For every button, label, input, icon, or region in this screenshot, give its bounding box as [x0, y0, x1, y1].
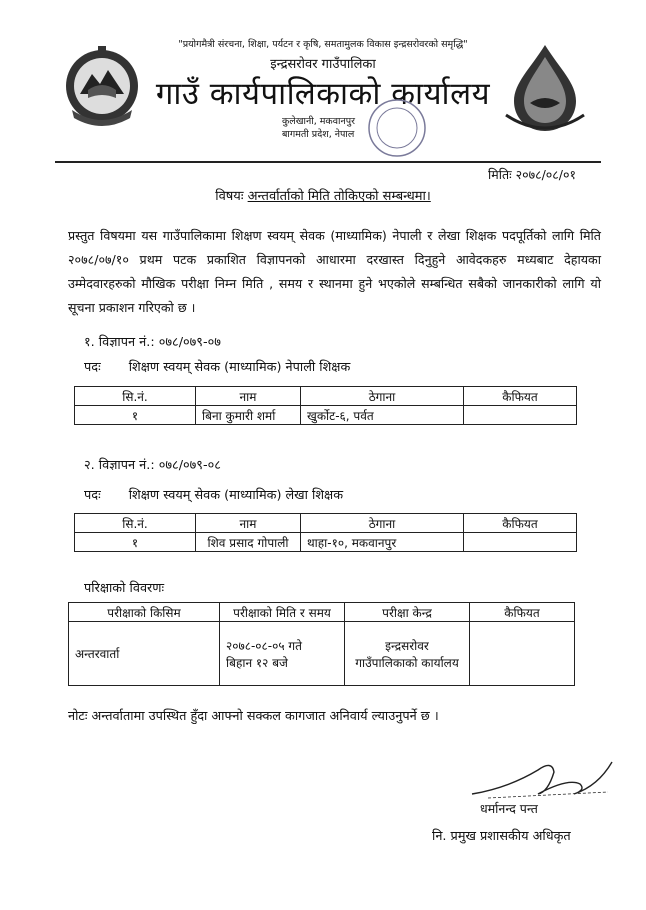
subject-prefix: विषयः	[215, 189, 244, 204]
col-address: ठेगाना	[301, 387, 464, 406]
exam-table	[68, 602, 575, 686]
ad-2-post-label: पदः	[84, 488, 101, 503]
cell-remarks	[464, 406, 577, 425]
cell-name: शिव प्रसाद गोपाली	[196, 533, 301, 552]
letter-date: मितिः २०७८/०८/०१	[488, 167, 576, 182]
cell-sn: १	[75, 533, 196, 552]
header-divider	[55, 161, 601, 163]
subject-line	[0, 186, 646, 204]
col-sn: सि.नं.	[75, 387, 196, 406]
table-row	[75, 533, 577, 552]
col-exam-datetime: परीक्षाको मिति र समय	[220, 603, 345, 622]
exam-heading: परिक्षाको विवरणः	[84, 581, 165, 596]
col-address: ठेगाना	[301, 514, 464, 533]
table-header-row	[75, 387, 577, 406]
table-row	[75, 406, 577, 425]
cell-sn: १	[75, 406, 196, 425]
cell-address: खुर्कोट-६, पर्वत	[301, 406, 464, 425]
note: नोटः अन्तर्वातामा उपस्थित हुँदा आफ्नो सक्कल कागजात अनिवार्य ल्याउनुपर्ने छ ।	[68, 709, 439, 724]
address-line-2: बागमती प्रदेश, नेपाल	[282, 129, 355, 140]
motto: "प्रयोगमैत्री संरचना, शिक्षा, पर्यटन र कृषि, समतामुलक विकास इन्द्रसरोवरको समृद्धि"	[178, 39, 468, 50]
office-address	[282, 115, 355, 141]
table-header-row	[75, 514, 577, 533]
cell-exam-datetime	[220, 622, 345, 686]
col-exam-type: परीक्षाको किसिम	[69, 603, 220, 622]
col-name: नाम	[196, 387, 301, 406]
ad-2-table	[74, 513, 577, 552]
col-exam-remarks: कैफियत	[470, 603, 575, 622]
col-remarks: कैफियत	[464, 387, 577, 406]
col-name: नाम	[196, 514, 301, 533]
ad-2-heading: २. विज्ञापन नं.: ०७८/०७९-०८	[84, 458, 221, 473]
exam-center-line-1: इन्द्रसरोवर	[385, 638, 429, 653]
cell-remarks	[464, 533, 577, 552]
cell-address: थाहा-१०, मकवानपुर	[301, 533, 464, 552]
ad-1-table	[74, 386, 577, 425]
office-name: इन्द्रसरोवर गाउँपालिका	[270, 57, 376, 72]
col-remarks: कैफियत	[464, 514, 577, 533]
table-row	[69, 622, 575, 686]
cell-exam-remarks	[470, 622, 575, 686]
office-stamp	[352, 97, 442, 159]
ad-2-post-name: शिक्षण स्वयम् सेवक (माध्यामिक) लेखा शिक्षक	[128, 488, 344, 503]
ad-1-post	[84, 357, 350, 375]
exam-center-line-2: गाउँपालिकाको कार्यालय	[355, 655, 459, 670]
signatory-designation: नि. प्रमुख प्रशासकीय अधिकृत	[432, 829, 571, 844]
ad-1-post-label: पदः	[84, 360, 101, 375]
signatory-name: धर्मानन्द पन्त	[480, 801, 538, 816]
exam-time: बिहान १२ बजे	[226, 655, 288, 670]
col-sn: सि.नं.	[75, 514, 196, 533]
cell-exam-center	[345, 622, 470, 686]
cell-exam-type: अन्तरवार्ता	[69, 622, 220, 686]
subject-text: अन्तर्वार्ताको मिति तोकिएको सम्बन्धमा।	[247, 189, 431, 204]
ad-2-post	[84, 485, 343, 503]
ad-1-post-name: शिक्षण स्वयम् सेवक (माध्यामिक) नेपाली शिक्षक	[128, 360, 351, 375]
address-line-1: कुलेखानी, मकवानपुर	[282, 116, 356, 127]
col-exam-center: परीक्षा केन्द्र	[345, 603, 470, 622]
signature-mark	[468, 748, 618, 803]
cell-name: बिना कुमारी शर्मा	[196, 406, 301, 425]
office-title: गाउँ कार्यपालिकाको कार्यालय	[155, 76, 491, 112]
notice-paragraph: प्रस्तुत विषयमा यस गाउँपालिकामा शिक्षण स्वयम् सेवक (माध्यामिक) नेपाली र लेखा शिक्षक पदपूर्तिको लागि मिति २०७८/०७/१० प्रथम पटक प्रकाशित विज्ञापनको आधारमा दरखास्त दिनुहुने आवेदकहरु मध्यबाट देहायका उम्मेदवारहरुको मौखिक परीक्षा निम्न मिति , समय र स्थानमा हुने भएकोले सम्बन्धित सबैको जानकारीको लागि यो सूचना प्रकाशन गरिएको छ ।	[68, 228, 601, 315]
ad-1-heading: १. विज्ञापन नं.: ०७८/०७९-०७	[84, 335, 221, 350]
exam-date: २०७८-०८-०५ गते	[226, 638, 302, 653]
table-header-row	[69, 603, 575, 622]
